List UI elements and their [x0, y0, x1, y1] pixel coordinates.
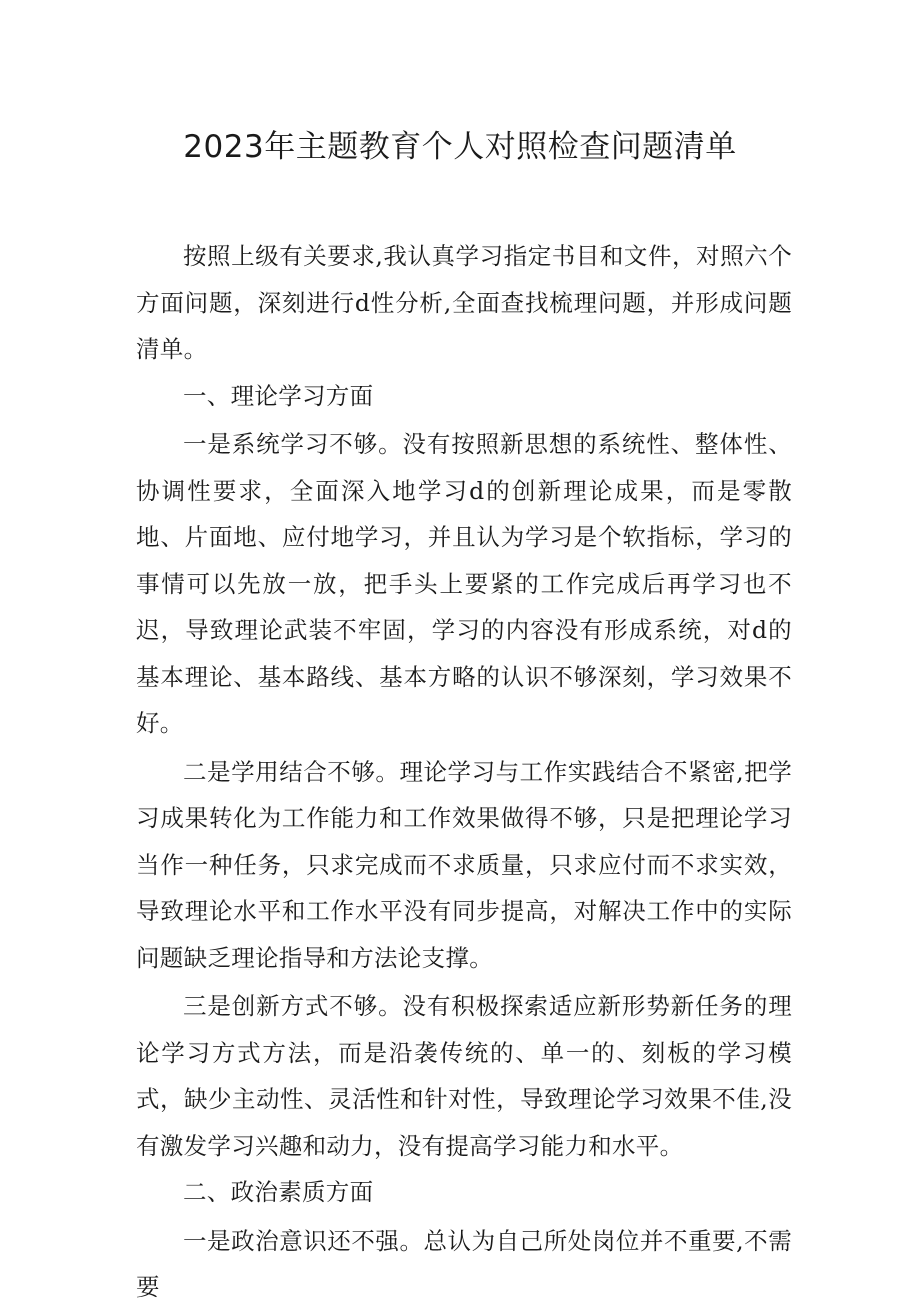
document-title: 2023年主题教育个人对照检查问题清单 — [183, 129, 737, 165]
paragraph-theory-2: 二是学用结合不够。理论学习与工作实践结合不紧密,把学习成果转化为工作能力和工作效果做得不够，只是把理论学习当作一种任务，只求完成而不求质量，只求应付而不求实效，导致理论水平和工作水平没有同步提高，对解决工作中的实际问题缺乏理论指导和方法论支撑。 — [136, 757, 792, 972]
paragraph-politics-1: 一是政治意识还不强。总认为自己所处岗位并不重要,不需要 — [136, 1226, 792, 1301]
paragraph-theory-3: 三是创新方式不够。没有积极探索适应新形势新任务的理论学习方式方法，而是沿袭传统的、单一的、刻板的学习模式，缺少主动性、灵活性和针对性，导致理论学习效果不佳,没有激发学习兴趣和动力，没有提高学习能力和水平。 — [136, 992, 792, 1160]
section-heading-theory: 一、理论学习方面 — [183, 381, 374, 410]
intro-paragraph: 按照上级有关要求,我认真学习指定书目和文件，对照六个方面问题，深刻进行d性分析,全面查找梳理问题，并形成问题清单。 — [136, 242, 792, 363]
section-heading-politics: 二、政治素质方面 — [183, 1178, 374, 1206]
document-body — [136, 233, 792, 1311]
paragraph-theory-1: 一是系统学习不够。没有按照新思想的系统性、整体性、协调性要求，全面深入地学习d的创新理论成果，而是零散地、片面地、应付地学习，并且认为学习是个软指标，学习的事情可以先放一放，把手头上要紧的工作完成后再学习也不迟，导致理论武装不牢固，学习的内容没有形成系统，对d的基本理论、基本路线、基本方略的认识不够深刻，学习效果不好。 — [136, 430, 792, 737]
